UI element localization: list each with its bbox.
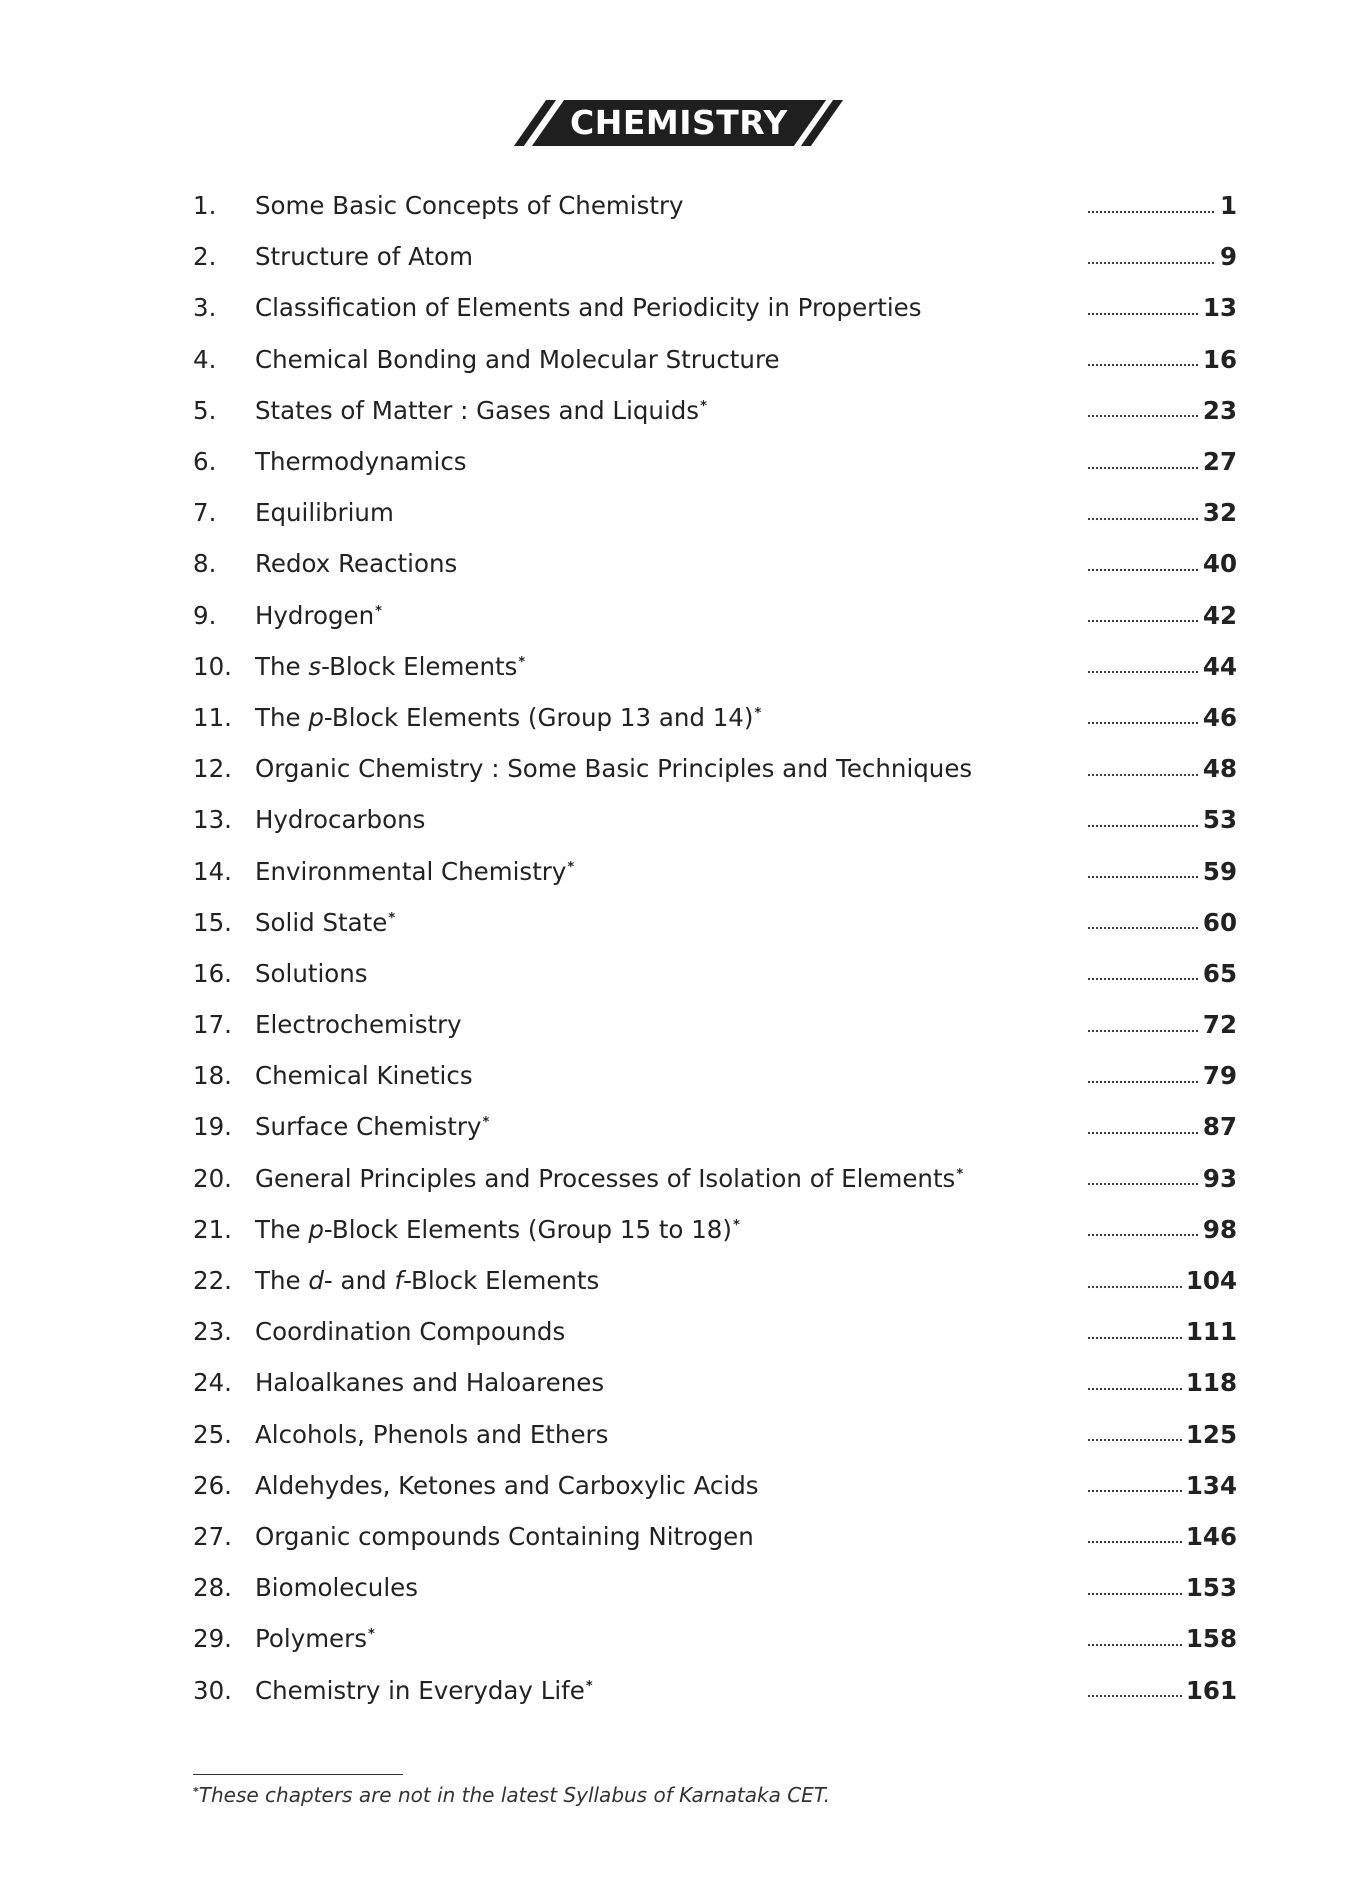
- page-ref: [1087, 1215, 1237, 1244]
- chapter-number: 13.: [193, 805, 232, 835]
- toc-entry[interactable]: [193, 1562, 1237, 1613]
- toc-entry[interactable]: [193, 436, 1237, 487]
- not-in-syllabus-marker: *: [732, 1217, 740, 1233]
- page-number: 9: [1219, 242, 1237, 272]
- chapter-title: [255, 498, 1087, 527]
- dot-leader: [1087, 1438, 1182, 1442]
- page-ref: [1087, 1368, 1237, 1397]
- chapter-title: [255, 1676, 1087, 1705]
- chapter-title-part: Organic compounds Containing Nitrogen: [255, 1521, 754, 1551]
- toc-entry[interactable]: [193, 1511, 1237, 1562]
- chapter-title-part: Electrochemistry: [255, 1010, 462, 1040]
- page-ref: [1087, 754, 1237, 783]
- page-ref: [1087, 549, 1237, 578]
- page-number: 111: [1185, 1317, 1237, 1347]
- chapter-title: [255, 1061, 1087, 1090]
- page-ref: [1087, 652, 1237, 681]
- toc-entry[interactable]: [193, 641, 1237, 692]
- page-number: 46: [1202, 702, 1237, 732]
- chapter-title-part: Chemistry in Everyday Life: [255, 1675, 585, 1705]
- dot-leader: [1087, 568, 1199, 572]
- dot-leader: [1087, 1592, 1182, 1596]
- chapter-title: [255, 703, 1087, 732]
- chapter-title-part: Equilibrium: [255, 498, 394, 528]
- chapter-title: [255, 549, 1087, 578]
- chapter-title-part: Alcohols, Phenols and Ethers: [255, 1419, 609, 1449]
- table-of-contents: [193, 180, 1237, 1716]
- footnote-text: These chapters are not in the latest Syllabus of Karnataka CET.: [198, 1783, 831, 1807]
- chapter-title-part: -Block Elements (Group 13 and 14): [323, 702, 754, 732]
- chapter-number: 21.: [193, 1214, 232, 1244]
- toc-entry[interactable]: [193, 1460, 1237, 1511]
- chapter-title-part: Some Basic Concepts of Chemistry: [255, 191, 684, 221]
- page-number: 27: [1202, 447, 1237, 477]
- chapter-title-part: p: [308, 1214, 324, 1244]
- dot-leader: [1087, 1694, 1182, 1698]
- chapter-number: 26.: [193, 1470, 232, 1500]
- header: [0, 100, 1357, 146]
- chapter-title-part: Redox Reactions: [255, 549, 458, 579]
- footnote-rule: [193, 1774, 403, 1775]
- toc-entry[interactable]: [193, 385, 1237, 436]
- page-number: 134: [1185, 1470, 1237, 1500]
- dot-leader: [1087, 312, 1199, 316]
- chapter-number: 3.: [193, 293, 217, 323]
- chapter-title-part: Polymers: [255, 1624, 367, 1654]
- page-number: 1: [1219, 191, 1237, 221]
- chapter-title-part: The: [255, 1214, 309, 1244]
- chapter-number: 22.: [193, 1266, 232, 1296]
- chapter-number: 30.: [193, 1675, 232, 1705]
- toc-entry[interactable]: [193, 1357, 1237, 1408]
- page-number: 125: [1185, 1419, 1237, 1449]
- dot-leader: [1087, 1182, 1199, 1186]
- page-ref: [1087, 1471, 1237, 1500]
- page-ref: [1087, 601, 1237, 630]
- not-in-syllabus-marker: *: [482, 1115, 490, 1131]
- page-ref: [1087, 293, 1237, 322]
- chapter-title-part: The: [255, 702, 309, 732]
- page-ref: [1087, 857, 1237, 886]
- page-number: 65: [1202, 958, 1237, 988]
- chapter-number: 29.: [193, 1624, 232, 1654]
- toc-entry[interactable]: [193, 487, 1237, 538]
- chapter-title-part: The: [255, 651, 309, 681]
- chapter-number: 23.: [193, 1317, 232, 1347]
- chapter-number: 9.: [193, 600, 217, 630]
- chapter-number: 5.: [193, 395, 217, 425]
- chapter-title: [255, 1112, 1087, 1141]
- chapter-title: [255, 345, 1087, 374]
- page-ref: [1087, 805, 1237, 834]
- not-in-syllabus-marker: *: [388, 910, 396, 926]
- toc-entry[interactable]: [193, 1153, 1237, 1204]
- chapter-title-part: Coordination Compounds: [255, 1317, 566, 1347]
- chapter-title: [255, 908, 1087, 937]
- chapter-title-part: General Principles and Processes of Isolation of Elements: [255, 1163, 956, 1193]
- toc-entry[interactable]: [193, 743, 1237, 794]
- page-ref: [1087, 1164, 1237, 1193]
- chapter-title-part: The: [255, 1266, 309, 1296]
- page-number: 16: [1202, 344, 1237, 374]
- chapter-title-part: f: [394, 1266, 404, 1296]
- chapter-title-part: Hydrocarbons: [255, 805, 426, 835]
- dot-leader: [1087, 721, 1199, 725]
- chapter-title: [255, 1164, 1087, 1193]
- dot-leader: [1087, 1029, 1199, 1033]
- page-ref: [1087, 908, 1237, 937]
- page-ref: [1087, 703, 1237, 732]
- chapter-number: 17.: [193, 1010, 232, 1040]
- dot-leader: [1087, 1285, 1182, 1289]
- chapter-number: 18.: [193, 1061, 232, 1091]
- dot-leader: [1087, 210, 1216, 214]
- page-number: 72: [1202, 1010, 1237, 1040]
- page-number: 44: [1202, 651, 1237, 681]
- chapter-title-part: -Block Elements: [403, 1266, 600, 1296]
- toc-entry[interactable]: [193, 1101, 1237, 1152]
- chapter-title: [255, 601, 1087, 630]
- toc-entry[interactable]: [193, 1204, 1237, 1255]
- dot-leader: [1087, 414, 1199, 418]
- toc-entry[interactable]: [193, 334, 1237, 385]
- page-number: 104: [1185, 1266, 1237, 1296]
- page-ref: [1087, 242, 1237, 271]
- dot-leader: [1087, 261, 1216, 265]
- chapter-title: [255, 242, 1087, 271]
- toc-entry[interactable]: [193, 282, 1237, 333]
- page-number: 153: [1185, 1573, 1237, 1603]
- chapter-number: 2.: [193, 242, 217, 272]
- page-number: 60: [1202, 907, 1237, 937]
- toc-entry[interactable]: [193, 1306, 1237, 1357]
- chapter-title-part: Organic Chemistry : Some Basic Principles and Techniques: [255, 754, 973, 784]
- footnote-marker: *: [193, 1785, 199, 1798]
- chapter-number: 28.: [193, 1573, 232, 1603]
- chapter-title: [255, 293, 1087, 322]
- dot-leader: [1087, 977, 1199, 981]
- chapter-title-part: Structure of Atom: [255, 242, 473, 272]
- chapter-number: 8.: [193, 549, 217, 579]
- chapter-number: 15.: [193, 907, 232, 937]
- toc-entry[interactable]: [193, 1255, 1237, 1306]
- chapter-title-part: -Block Elements: [321, 651, 518, 681]
- page-number: 98: [1202, 1214, 1237, 1244]
- chapter-title-part: Aldehydes, Ketones and Carboxylic Acids: [255, 1470, 759, 1500]
- toc-entry[interactable]: [193, 1409, 1237, 1460]
- page-number: 161: [1185, 1675, 1237, 1705]
- toc-entry[interactable]: [193, 692, 1237, 743]
- chapter-number: 12.: [193, 754, 232, 784]
- dot-leader: [1087, 619, 1199, 623]
- dot-leader: [1087, 1643, 1182, 1647]
- chapter-title-part: Chemical Bonding and Molecular Structure: [255, 344, 780, 374]
- page-number: 118: [1185, 1368, 1237, 1398]
- chapter-title: [255, 396, 1087, 425]
- chapter-title-part: Solutions: [255, 958, 368, 988]
- not-in-syllabus-marker: *: [375, 603, 382, 619]
- chapter-title-part: - and: [323, 1266, 395, 1296]
- page-ref: [1087, 191, 1237, 220]
- dot-leader: [1087, 875, 1199, 879]
- chapter-title: [255, 805, 1087, 834]
- chapter-title-part: d: [308, 1266, 324, 1296]
- chapter-title: [255, 959, 1087, 988]
- page-ref: [1087, 1061, 1237, 1090]
- page-ref: [1087, 1266, 1237, 1295]
- not-in-syllabus-marker: *: [956, 1166, 964, 1182]
- chapter-title-part: Chemical Kinetics: [255, 1061, 473, 1091]
- page-number: 42: [1202, 600, 1237, 630]
- chapter-number: 10.: [193, 651, 232, 681]
- not-in-syllabus-marker: *: [367, 1627, 375, 1643]
- toc-entry[interactable]: [193, 845, 1237, 896]
- dot-leader: [1087, 466, 1199, 470]
- chapter-title: [255, 1368, 1087, 1397]
- chapter-title: [255, 1317, 1087, 1346]
- page-title: CHEMISTRY: [569, 103, 788, 142]
- chapter-number: 25.: [193, 1419, 232, 1449]
- chapter-title: [255, 1573, 1087, 1602]
- dot-leader: [1087, 773, 1199, 777]
- page-ref: [1087, 1010, 1237, 1039]
- chapter-number: 20.: [193, 1163, 232, 1193]
- footnote: [193, 1783, 830, 1807]
- banner-body: [532, 100, 826, 146]
- chapter-title: [255, 1471, 1087, 1500]
- dot-leader: [1087, 1233, 1199, 1237]
- page-number: 32: [1202, 498, 1237, 528]
- page-number: 79: [1202, 1061, 1237, 1091]
- dot-leader: [1087, 1489, 1182, 1493]
- not-in-syllabus-marker: *: [518, 654, 526, 670]
- page-number: 93: [1202, 1163, 1237, 1193]
- page-number: 53: [1202, 805, 1237, 835]
- page-ref: [1087, 345, 1237, 374]
- chapter-title: [255, 652, 1087, 681]
- dot-leader: [1087, 1131, 1199, 1135]
- page-ref: [1087, 1317, 1237, 1346]
- toc-entry[interactable]: [193, 590, 1237, 641]
- dot-leader: [1087, 1540, 1182, 1544]
- chapter-title: [255, 191, 1087, 220]
- dot-leader: [1087, 824, 1199, 828]
- page-number: 13: [1202, 293, 1237, 323]
- chapter-number: 27.: [193, 1521, 232, 1551]
- chapter-title-part: Environmental Chemistry: [255, 856, 567, 886]
- chapter-title-part: Classification of Elements and Periodicity in Properties: [255, 293, 922, 323]
- page-number: 158: [1185, 1624, 1237, 1654]
- section-banner: [527, 100, 831, 146]
- dot-leader: [1087, 517, 1199, 521]
- page-ref: [1087, 1112, 1237, 1141]
- page-ref: [1087, 498, 1237, 527]
- page-ref: [1087, 396, 1237, 425]
- toc-entry[interactable]: [193, 1613, 1237, 1664]
- chapter-title: [255, 447, 1087, 476]
- chapter-title: [255, 1266, 1087, 1295]
- chapter-title-part: -Block Elements (Group 15 to 18): [323, 1214, 732, 1244]
- chapter-title: [255, 1420, 1087, 1449]
- chapter-title-part: Solid State: [255, 907, 388, 937]
- toc-entry[interactable]: [193, 897, 1237, 948]
- chapter-number: 14.: [193, 856, 232, 886]
- chapter-title: [255, 1624, 1087, 1653]
- dot-leader: [1087, 363, 1199, 367]
- not-in-syllabus-marker: *: [754, 705, 762, 721]
- chapter-title-part: Biomolecules: [255, 1573, 418, 1603]
- toc-entry[interactable]: [193, 180, 1237, 231]
- page-ref: [1087, 959, 1237, 988]
- not-in-syllabus-marker: *: [567, 859, 575, 875]
- chapter-number: 4.: [193, 344, 217, 374]
- chapter-title-part: s: [308, 651, 322, 681]
- page-number: 87: [1202, 1112, 1237, 1142]
- chapter-title-part: States of Matter : Gases and Liquids: [255, 395, 700, 425]
- dot-leader: [1087, 1336, 1182, 1340]
- chapter-title: [255, 857, 1087, 886]
- chapter-title: [255, 1522, 1087, 1551]
- toc-entry[interactable]: [193, 1664, 1237, 1715]
- page-number: 59: [1202, 856, 1237, 886]
- chapter-title-part: p: [308, 702, 324, 732]
- chapter-number: 16.: [193, 958, 232, 988]
- toc-entry[interactable]: [193, 1050, 1237, 1101]
- page-ref: [1087, 447, 1237, 476]
- chapter-number: 19.: [193, 1112, 232, 1142]
- chapter-title-part: Thermodynamics: [255, 447, 467, 477]
- page-number: 23: [1202, 395, 1237, 425]
- toc-entry[interactable]: [193, 794, 1237, 845]
- page-ref: [1087, 1676, 1237, 1705]
- page-ref: [1087, 1420, 1237, 1449]
- page-number: 40: [1202, 549, 1237, 579]
- chapter-title: [255, 754, 1087, 783]
- page-number: 48: [1202, 754, 1237, 784]
- not-in-syllabus-marker: *: [585, 1678, 593, 1694]
- dot-leader: [1087, 670, 1199, 674]
- page-ref: [1087, 1573, 1237, 1602]
- toc-entry[interactable]: [193, 948, 1237, 999]
- page-ref: [1087, 1624, 1237, 1653]
- chapter-number: 1.: [193, 191, 217, 221]
- chapter-title-part: Haloalkanes and Haloarenes: [255, 1368, 605, 1398]
- chapter-number: 24.: [193, 1368, 232, 1398]
- dot-leader: [1087, 1387, 1182, 1391]
- chapter-number: 7.: [193, 498, 217, 528]
- chapter-title: [255, 1010, 1087, 1039]
- page-ref: [1087, 1522, 1237, 1551]
- toc-entry[interactable]: [193, 231, 1237, 282]
- toc-entry[interactable]: [193, 999, 1237, 1050]
- toc-entry[interactable]: [193, 538, 1237, 589]
- dot-leader: [1087, 1080, 1199, 1084]
- page-number: 146: [1185, 1521, 1237, 1551]
- not-in-syllabus-marker: *: [700, 398, 707, 414]
- dot-leader: [1087, 926, 1199, 930]
- chapter-number: 11.: [193, 702, 232, 732]
- chapter-title-part: Hydrogen: [255, 600, 375, 630]
- chapter-title-part: Surface Chemistry: [255, 1112, 482, 1142]
- chapter-number: 6.: [193, 447, 217, 477]
- chapter-title: [255, 1215, 1087, 1244]
